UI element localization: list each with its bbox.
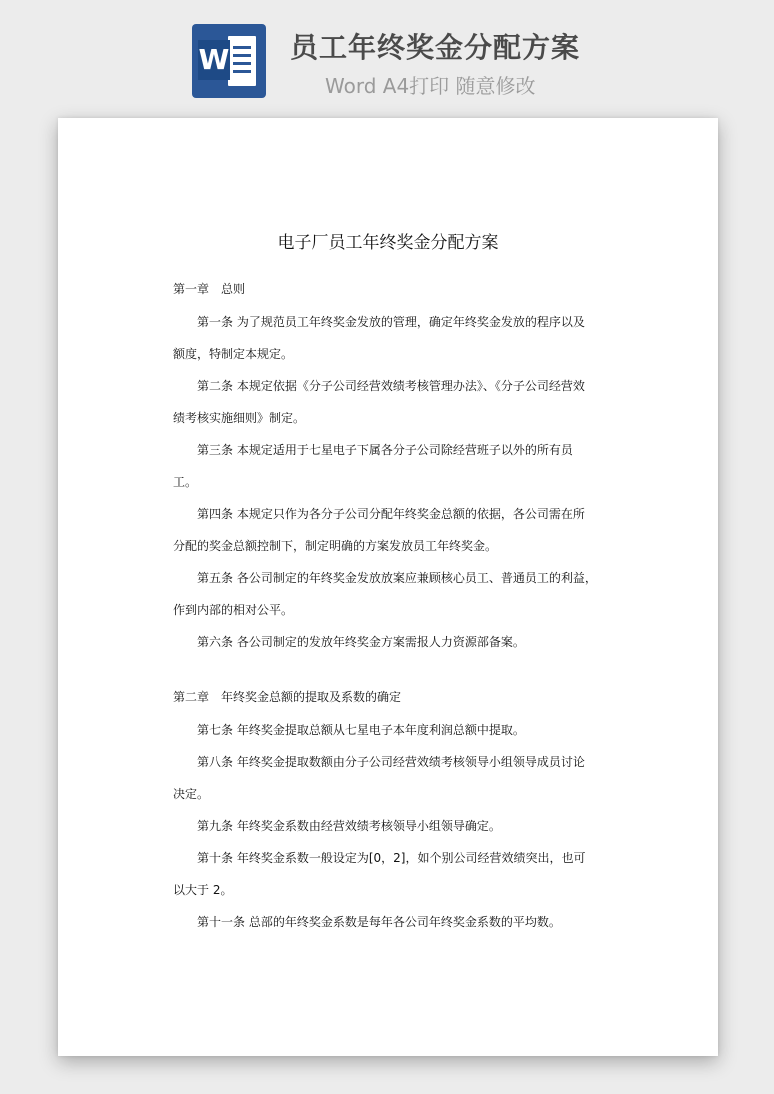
article-3: 第三条 本规定适用于七星电子下属各分子公司除经营班子以外的所有员 工。 — [173, 443, 573, 489]
article-5: 第五条 各公司制定的年终奖金发放放案应兼顾核心员工、普通员工的利益， 作到内部的相对公平。 — [173, 571, 597, 617]
page-subtitle: Word A4打印 随意修改 — [325, 74, 536, 98]
page-title: 员工年终奖金分配方案 — [290, 31, 581, 64]
article-4: 第四条 本规定只作为各分子公司分配年终奖金总额的依据，各公司需在所 分配的奖金总额控制下，制定明确的方案发放员工年终奖金。 — [173, 507, 585, 553]
article-8: 第八条 年终奖金提取数额由分子公司经营效绩考核领导小组领导成员讨论 决定。 — [173, 755, 585, 801]
word-icon — [192, 24, 266, 98]
article-7: 第七条 年终奖金提取总额从七星电子本年度利润总额中提取。 — [197, 723, 525, 737]
word-logo-letter: W — [198, 40, 230, 80]
article-9: 第九条 年终奖金系数由经营效绩考核领导小组领导确定。 — [197, 819, 501, 833]
article-11: 第十一条 总部的年终奖金系数是每年各公司年终奖金系数的平均数。 — [197, 915, 561, 929]
chapter-heading: 第二章 年终奖金总额的提取及系数的确定 — [173, 690, 402, 704]
article-2: 第二条 本规定依据《分子公司经营效绩考核管理办法》、《分子公司经营效 绩考核实施细则》制定。 — [173, 379, 585, 425]
article-6: 第六条 各公司制定的发放年终奖金方案需报人力资源部备案。 — [197, 635, 525, 649]
document-page — [58, 118, 718, 1056]
article-1: 第一条 为了规范员工年终奖金发放的管理，确定年终奖金发放的程序以及 额度，特制定本规定。 — [173, 315, 585, 361]
header — [0, 0, 774, 118]
document-title: 电子厂员工年终奖金分配方案 — [277, 233, 499, 253]
chapter-heading: 第一章 总则 — [173, 282, 246, 296]
document-body — [173, 278, 603, 938]
article-10: 第十条 年终奖金系数一般设定为[0，2]，如个别公司经营效绩突出，也可 以大于 2。 — [173, 851, 586, 897]
